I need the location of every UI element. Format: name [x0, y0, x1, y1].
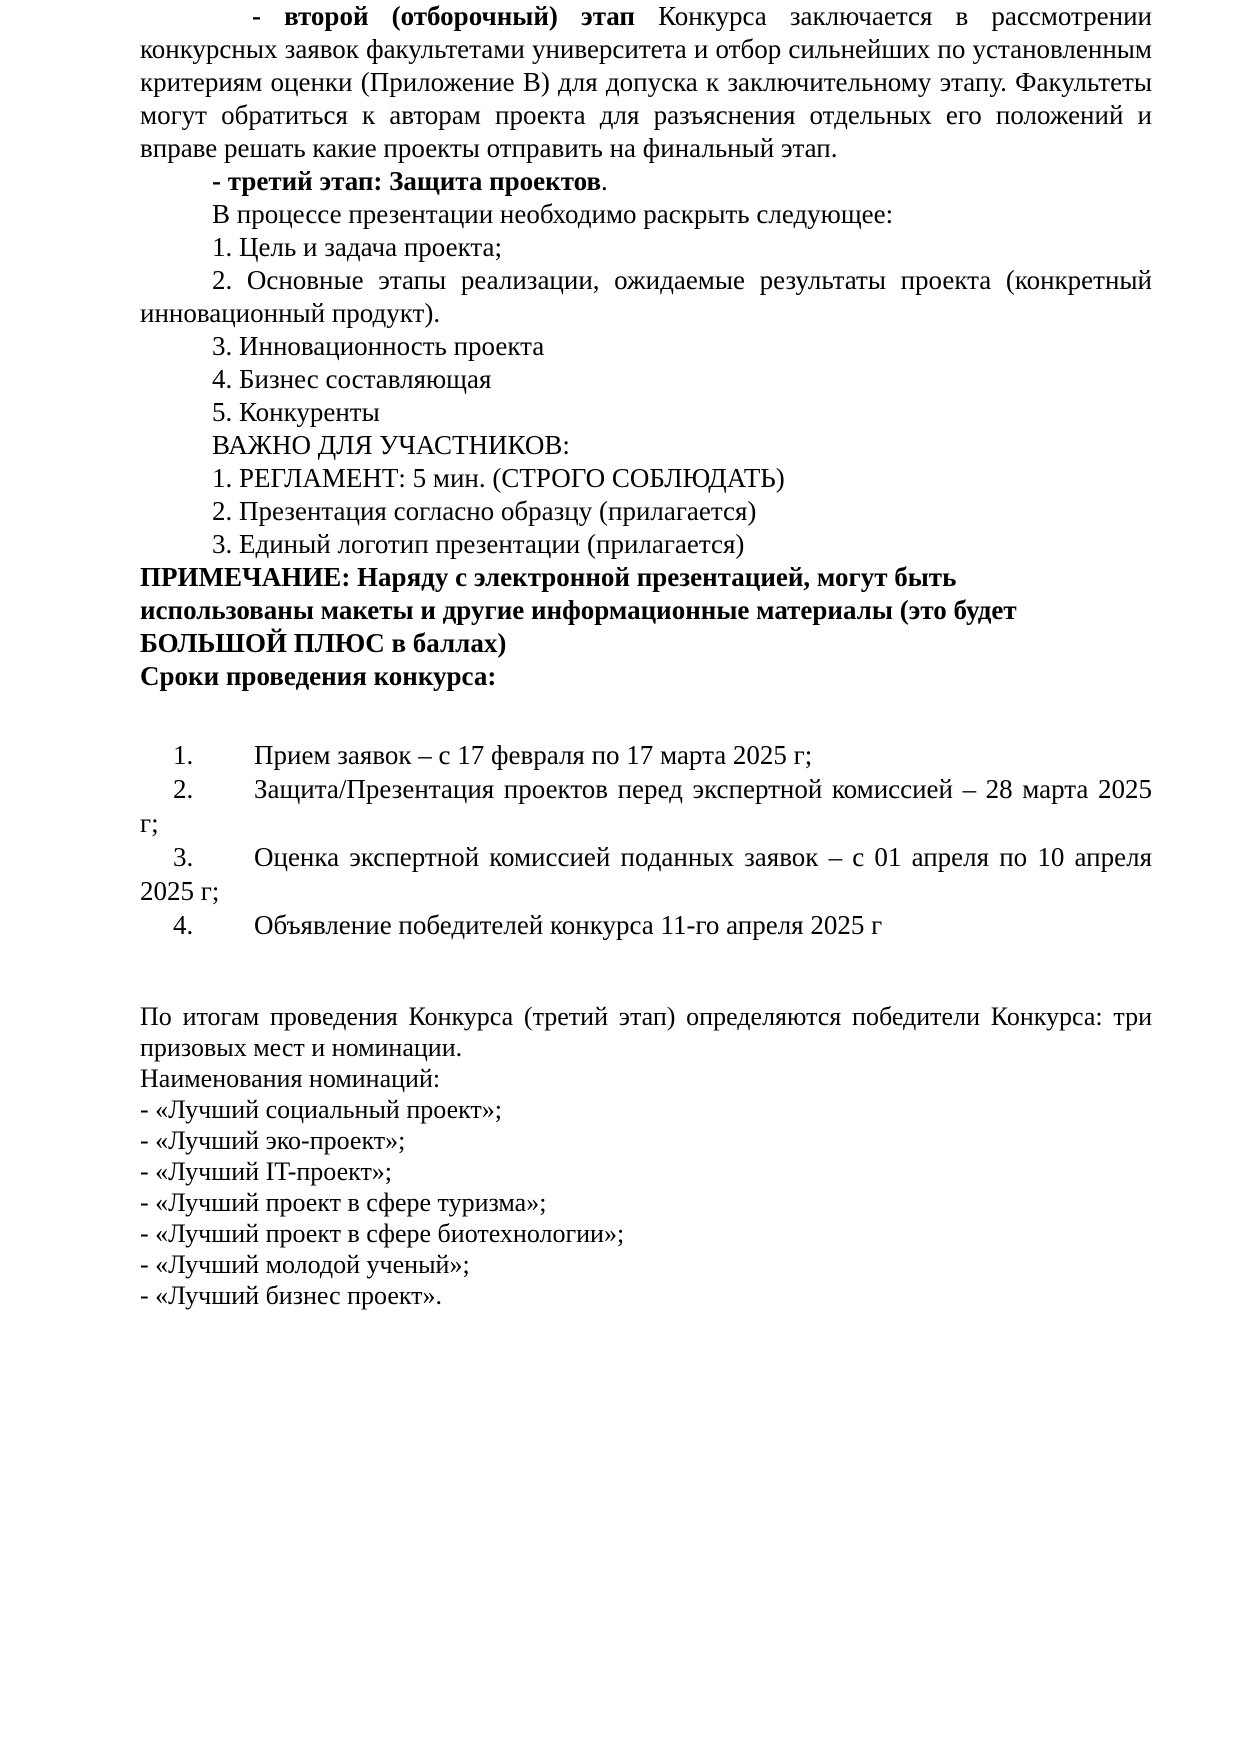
- nomination-item: - «Лучший эко-проект»;: [140, 1126, 406, 1155]
- important-item: 3. Единый логотип презентации (прилагается): [212, 529, 745, 559]
- presentation-item: 1. Цель и задача проекта;: [212, 232, 502, 262]
- important-heading: ВАЖНО ДЛЯ УЧАСТНИКОВ:: [212, 430, 570, 460]
- nomination-item: - «Лучший проект в сфере туризма»;: [140, 1188, 547, 1217]
- nomination-item: - «Лучший социальный проект»;: [140, 1095, 502, 1124]
- presentation-intro: В процессе презентации необходимо раскрыть следующее:: [212, 199, 894, 229]
- results-section: [140, 1001, 1152, 1311]
- note-line: БОЛЬШОЙ ПЛЮС в баллах): [140, 628, 507, 658]
- timeline-item-number: 3.: [173, 842, 194, 872]
- timeline-item-number: 2.: [173, 774, 194, 804]
- timeline-heading: Сроки проведения конкурса:: [140, 661, 497, 691]
- stage-two-paragraph: [140, 0, 1152, 165]
- timeline-item-text: Защита/Презентация проектов перед экспертной комиссией – 28 марта 2025 г;: [140, 774, 1152, 838]
- note-paragraph: [140, 561, 1152, 660]
- timeline-item: [140, 908, 1152, 942]
- timeline-item-number: 1.: [173, 740, 194, 770]
- nomination-item: - «Лучший IT-проект»;: [140, 1157, 393, 1186]
- nomination-item: - «Лучший молодой ученый»;: [140, 1250, 470, 1279]
- stage-three-bold: - третий этап: Защита проектов: [212, 166, 602, 196]
- timeline-item-text: Объявление победителей конкурса 11-го апреля 2025 г: [254, 910, 883, 940]
- stage-two-lead: - второй (отборочный) этап: [252, 1, 635, 31]
- note-line: ПРИМЕЧАНИЕ: Наряду с электронной презентацией, могут быть: [140, 562, 957, 592]
- presentation-item: 2. Основные этапы реализации, ожидаемые результаты проекта (конкретный инновационный продукт).: [140, 265, 1152, 328]
- timeline-list: [140, 738, 1152, 942]
- stage-two-rest: Конкурса заключается в рассмотрении конкурсных заявок факультетами университета и отбор сильнейших по установленным критериям оценки (Приложение В) для допуска к заключительному этапу. Факультеты могут обратиться к авторам проекта для разъяснения отдельных его положений и вправе решать какие проекты отправить на финальный этап.: [140, 1, 1152, 163]
- timeline-item-text: Оценка экспертной комиссией поданных заявок – с 01 апреля по 10 апреля 2025 г;: [140, 842, 1152, 906]
- presentation-item: 4. Бизнес составляющая: [212, 364, 492, 394]
- presentation-item: 3. Инновационность проекта: [212, 331, 545, 361]
- timeline-item: [140, 738, 1152, 772]
- nomination-item: - «Лучший бизнес проект».: [140, 1281, 443, 1310]
- nomination-item: - «Лучший проект в сфере биотехнологии»;: [140, 1219, 625, 1248]
- timeline-item-number: 4.: [173, 910, 194, 940]
- stage-three-heading: [140, 165, 1152, 198]
- document-body: [140, 0, 1152, 1311]
- timeline-item: [140, 840, 1152, 908]
- stage-three-tail: .: [601, 166, 608, 196]
- results-paragraph: По итогам проведения Конкурса (третий этап) определяются победители Конкурса: три призовых мест и номинации.: [140, 1002, 1152, 1062]
- note-line: использованы макеты и другие информационные материалы (это будет: [140, 595, 1017, 625]
- important-item: 1. РЕГЛАМЕНТ: 5 мин. (СТРОГО СОБЛЮДАТЬ): [212, 463, 785, 493]
- presentation-item: 5. Конкуренты: [212, 397, 380, 427]
- nominations-heading: Наименования номинаций:: [140, 1064, 441, 1093]
- timeline-item-text: Прием заявок – с 17 февраля по 17 марта 2025 г;: [254, 740, 813, 770]
- important-item: 2. Презентация согласно образцу (прилагается): [212, 496, 757, 526]
- timeline-item: [140, 772, 1152, 840]
